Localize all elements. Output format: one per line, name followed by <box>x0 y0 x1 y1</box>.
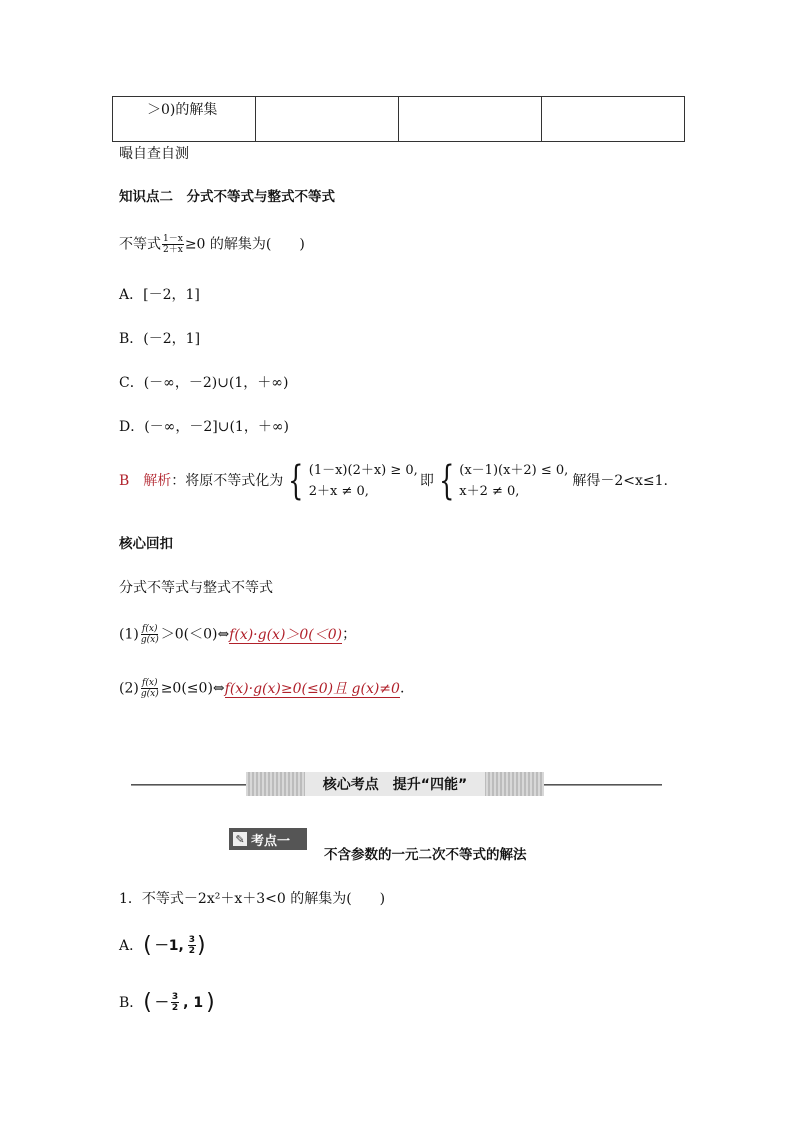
rule-1: (1) $\frac{f(x)}{g(x)}$ ＞0(＜0)⇔f(x)·g(x)＞0(＜0)； <box>119 624 357 645</box>
fill-answer: f(x)·g(x)≥0(≤0)且 g(x)≠0 <box>224 680 400 697</box>
inequality-system: (x－1)(x＋2) ≤ 0, x＋2 ≠ 0, <box>459 463 569 499</box>
table-cell <box>542 97 685 142</box>
rule-2: (2) $\frac{f(x)}{g(x)}$ ≥0(≤0)⇔f(x)·g(x)≥0(≤0)且 g(x)≠0. <box>119 678 405 699</box>
condition-table <box>112 96 685 142</box>
question-stem: 不等式 $\frac{1-x}{2+x}$ ≥0 的解集为( ) <box>119 234 305 255</box>
q2-option-b: B． ( － $\frac{3}{2}$ , 1 ) <box>119 989 215 1015</box>
option-b: B．(－2，1] <box>119 331 201 347</box>
inequality-system: (1－x)(2＋x) ≥ 0, 2＋x ≠ 0, <box>308 463 418 499</box>
recall-title: 核心回扣 <box>119 536 173 552</box>
table-cell <box>256 97 399 142</box>
pencil-icon: ✎ <box>233 832 247 846</box>
option-c: C．(－∞，－2)∪(1，＋∞) <box>119 375 289 391</box>
fraction: $\frac{1-x}{2+x}$ <box>163 234 183 255</box>
question-2-stem: 1．不等式－2x²＋x＋3<0 的解集为( ) <box>119 891 386 907</box>
knowledge-point-title: 知识点二 分式不等式与整式不等式 <box>119 189 335 205</box>
table-cell <box>399 97 542 142</box>
divider-left <box>131 784 246 786</box>
q2-option-a: A． ( －1, $\frac{3}{2}$ ) <box>119 932 206 958</box>
explanation-label: 解析 <box>143 473 172 489</box>
exam-point-badge: ✎ 考点一 <box>229 828 307 850</box>
table-row-label: ＞0)的解集 <box>113 97 256 142</box>
section-label: 嘬自查自测 <box>119 146 189 162</box>
option-d: D．(－∞，－2]∪(1，＋∞) <box>119 419 289 435</box>
divider-right <box>544 784 662 786</box>
fill-answer: f(x)·g(x)＞0(＜0) <box>229 626 343 643</box>
recall-subtitle: 分式不等式与整式不等式 <box>119 580 273 596</box>
answer-letter: B <box>119 473 130 489</box>
answer-explanation: B 解析 ：将原不等式化为 { (1－x)(2＋x) ≥ 0, 2＋x ≠ 0, 即 { (x－1)(x＋2) ≤ 0, x＋2 ≠ 0, 解得－2<x≤1. <box>119 458 668 504</box>
option-a: A．[－2，1] <box>119 287 200 303</box>
section-banner: 核心考点 提升“四能” <box>246 772 544 796</box>
exam-point-title: 不含参数的一元二次不等式的解法 <box>324 847 527 863</box>
